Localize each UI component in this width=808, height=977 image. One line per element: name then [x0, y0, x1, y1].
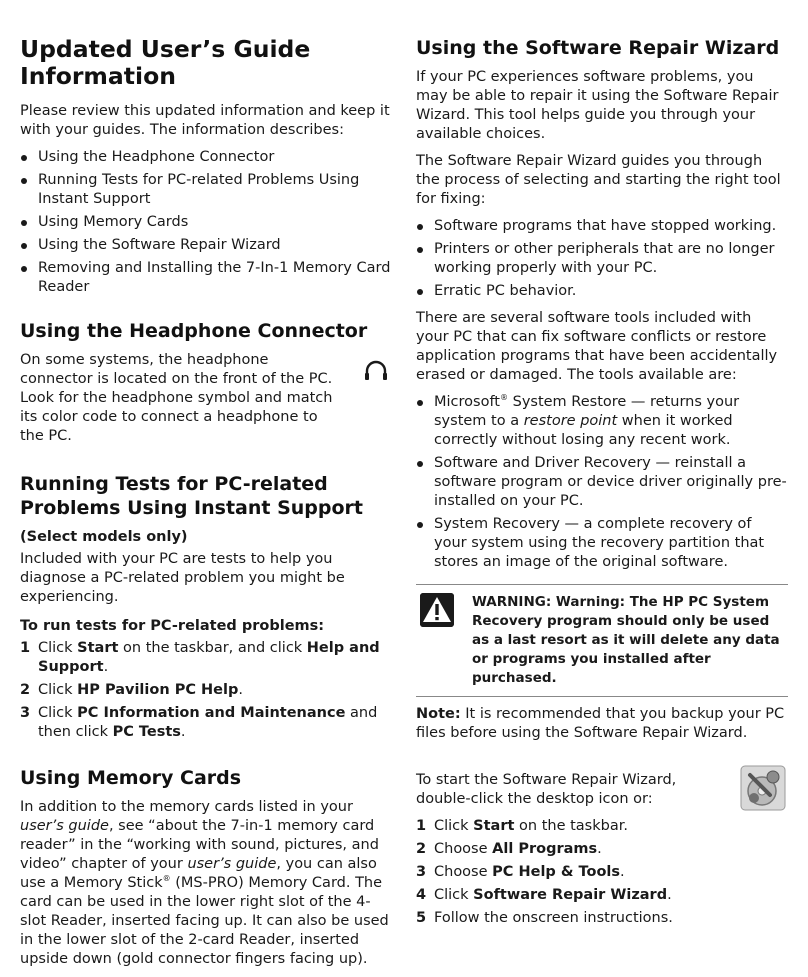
list-item: Microsoft® System Restore — returns your system to a restore point when it worked correctly without losing any recent work.: [416, 393, 788, 450]
right-column: [416, 0, 788, 936]
software-repair-wizard-icon: [740, 765, 786, 811]
tests-text: Included with your PC are tests to help you diagnose a PC-related problem you might be experiencing.: [20, 551, 345, 605]
tests-steps: [20, 639, 392, 742]
models-note: (Select models only): [20, 529, 188, 545]
topic-list: [20, 148, 392, 297]
headphone-section: [20, 351, 392, 446]
tools-list: [416, 393, 788, 572]
wizard-steps: [416, 817, 788, 928]
repair-guides-text: The Software Repair Wizard guides you through the process of selecting and starting the right tool for fixing:: [416, 153, 781, 207]
step-item: 2 Choose All Programs.: [416, 841, 602, 857]
step-item: 4 Click Software Repair Wizard.: [416, 887, 672, 903]
fix-list: [416, 217, 788, 301]
list-item: Software and Driver Recovery — reinstall a software program or device driver originally pre-installed on your PC.: [416, 454, 788, 511]
left-column: [20, 0, 392, 977]
headphone-text: On some systems, the headphone connector is located on the front of the PC. Look for the headphone symbol and match its color code to connect a headphone to the PC.: [20, 352, 333, 444]
note-text: Note: It is recommended that you backup your PC files before using the Software Repair Wizard.: [416, 706, 785, 741]
step-item: 3 Click PC Information and Maintenance and then click PC Tests.: [20, 705, 378, 740]
headphone-icon: [362, 359, 390, 383]
warning-box: [416, 584, 788, 697]
step-item: 5 Follow the onscreen instructions.: [416, 910, 673, 926]
list-item: Software programs that have stopped working.: [416, 217, 788, 236]
step-item: 1 Click Start on the taskbar.: [416, 818, 628, 834]
step-item: 1 Click Start on the taskbar, and click Help and Support.: [20, 640, 380, 675]
note-box: [416, 697, 788, 743]
start-wizard-section: [416, 771, 788, 809]
tests-heading: Running Tests for PC-related Problems Using Instant Support: [20, 473, 364, 519]
repair-heading: Using the Software Repair Wizard: [416, 37, 780, 59]
step-item: 2 Click HP Pavilion PC Help.: [20, 682, 243, 698]
steps-heading: To run tests for PC-related problems:: [20, 618, 325, 634]
step-item: 3 Choose PC Help & Tools.: [416, 864, 625, 880]
warning-text: WARNING: Warning: The HP PC System Recovery program should only be used as a last resort as it will delete any data or programs you installed after purchased.: [472, 594, 780, 686]
list-item: Using Memory Cards: [20, 213, 392, 232]
memory-heading: Using Memory Cards: [20, 767, 242, 789]
list-item: Removing and Installing the 7-In-1 Memory Card Reader: [20, 259, 392, 297]
tools-intro: There are several software tools included with your PC that can fix software conflicts or restore application programs that have been accidentally erased or damaged. The tools available are:: [416, 310, 778, 383]
warning-icon: [420, 593, 454, 627]
list-item: System Recovery — a complete recovery of your system using the recovery partition that stores an image of the original software.: [416, 515, 788, 572]
repair-intro: If your PC experiences software problems, you may be able to repair it using the Software Repair Wizard. This tool helps guide you through your available choices.: [416, 69, 779, 142]
headphone-heading: Using the Headphone Connector: [20, 320, 368, 342]
list-item: Running Tests for PC-related Problems Using Instant Support: [20, 171, 392, 209]
list-item: Using the Software Repair Wizard: [20, 236, 392, 255]
page-title: Updated User’s Guide Information: [20, 35, 311, 90]
list-item: Printers or other peripherals that are no longer working properly with your PC.: [416, 240, 788, 278]
start-text: To start the Software Repair Wizard, double-click the desktop icon or:: [416, 772, 677, 807]
list-item: Erratic PC behavior.: [416, 282, 788, 301]
intro-text: Please review this updated information and keep it with your guides. The information describes:: [20, 103, 390, 138]
list-item: Using the Headphone Connector: [20, 148, 392, 167]
memory-text: In addition to the memory cards listed in your user’s guide, see “about the 7-in-1 memory card reader” in the “working with sound, pictures, and video” chapter of your user’s guide, you can also use a Memory Stick® (MS-PRO) Memory Card. The card can be used in the lower right slot of the 4-slot Reader, inserted facing up. It can also be used in the lower slot of the 2-card Reader, inserted upside down (gold connector fingers facing up).: [20, 799, 389, 967]
